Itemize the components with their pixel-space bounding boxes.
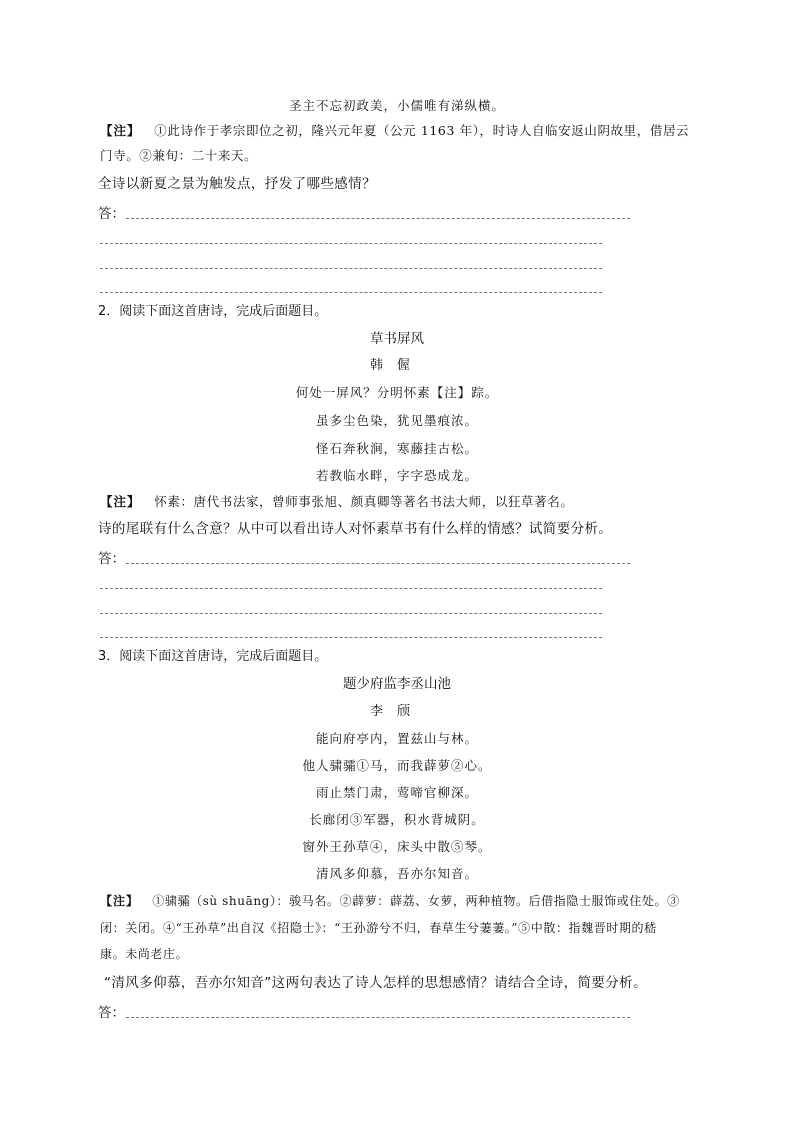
note-text: ①骕骦（sù shuāng）：骏马名。②薜萝：薜荔、女萝，两种植物。后借指隐士服饰或住处。③ — [152, 894, 680, 908]
answer-label: 答： — [98, 551, 125, 567]
answer-line[interactable] — [100, 588, 602, 589]
answer-line[interactable] — [100, 268, 602, 269]
q2-poem-line: 虽多尘色染，犹见墨痕浓。 — [315, 413, 478, 428]
poem1-note-line1 — [100, 121, 689, 141]
q3-poem-line: 雨止禁门肃，莺啼官柳深。 — [315, 785, 478, 800]
poem1-question: 全诗以新夏之景为触发点，抒发了哪些感情？ — [98, 176, 376, 192]
note-text: ①此诗作于孝宗即位之初，隆兴元年夏（公元 1163 年），时诗人自临安返山阴故里，借居云 — [154, 123, 690, 138]
poem1-last-line: 圣主不忘初政美，小儒唯有涕纵横。 — [288, 98, 505, 113]
q3-question: “清风多仰慕，吾亦尔知音”这两句表达了诗人怎样的思想感情？请结合全诗，简要分析。 — [104, 975, 647, 991]
q2-poem-line: 若教临水畔，字字恐成龙。 — [315, 468, 478, 483]
note-text: 怀素：唐代书法家，曾师事张旭、颜真卿等著名书法大师，以狂草著名。 — [154, 494, 574, 509]
answer-label: 答： — [98, 206, 125, 222]
note-label: 【注】 — [100, 894, 140, 908]
q3-note-line1 — [100, 891, 680, 911]
q3-poem-title: 题少府监李丞山池 — [343, 676, 451, 692]
q2-poem-title: 草书屏风 — [370, 331, 424, 347]
answer-label: 答： — [98, 1005, 125, 1021]
q2-poem-line: 怪石奔秋涧，寒藤挂古松。 — [315, 441, 478, 456]
q3-heading: 3．阅读下面这首唐诗，完成后面题目。 — [98, 649, 328, 664]
answer-line[interactable] — [100, 637, 602, 638]
q3-poem-author: 李颀 — [369, 704, 424, 719]
answer-line[interactable] — [126, 1017, 630, 1018]
q2-note — [100, 492, 573, 512]
q2-heading: 2．阅读下面这首唐诗，完成后面题目。 — [98, 304, 328, 319]
q3-note-line3: 康。未尚老庄。 — [100, 947, 189, 961]
answer-line[interactable] — [100, 292, 602, 293]
q3-poem-line: 长廊闭③军器，积水背城阴。 — [309, 812, 485, 827]
poem1-note-line2: 门寺。②兼旬：二十来天。 — [100, 148, 258, 163]
note-label: 【注】 — [100, 494, 141, 509]
q2-poem-line: 何处一屏风？分明怀素【注】踪。 — [295, 385, 499, 400]
note-label: 【注】 — [100, 123, 141, 138]
answer-line[interactable] — [126, 563, 630, 564]
answer-line[interactable] — [100, 613, 602, 614]
answer-line[interactable] — [100, 243, 602, 244]
q3-poem-line: 他人骕骦①马，而我薜萝②心。 — [302, 758, 492, 773]
q3-poem-line: 清风多仰慕，吾亦尔知音。 — [315, 866, 478, 881]
q3-poem-line: 窗外王孙草④，床头中散⑤琴。 — [302, 839, 492, 854]
q3-note-line2: 闭：关闭。④“王孙草”出自汉《招隐士》：“王孙游兮不归，春草生兮萋萋。”⑤中散：指魏晋时期的嵇 — [100, 921, 657, 935]
answer-line[interactable] — [126, 218, 630, 219]
q2-question: 诗的尾联有什么含意？从中可以看出诗人对怀素草书有什么样的情感？试简要分析。 — [98, 521, 613, 537]
q2-poem-author: 韩偓 — [369, 358, 424, 373]
q3-poem-line: 能向府亭内，置兹山与林。 — [315, 731, 478, 746]
